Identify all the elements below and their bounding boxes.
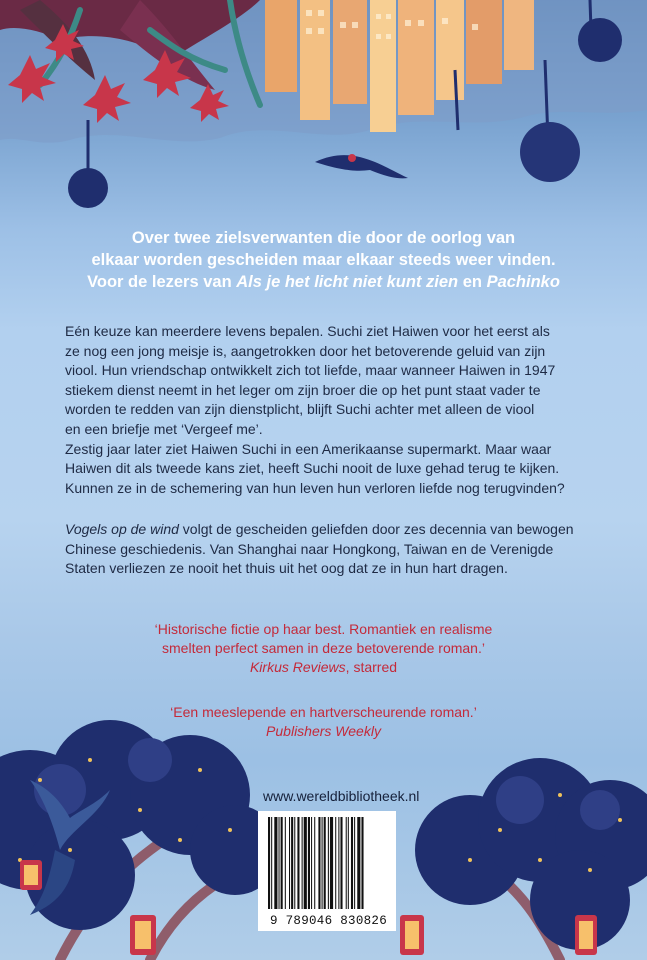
barcode-bar	[322, 817, 323, 909]
barcode-bar	[354, 817, 355, 909]
barcode-bar	[338, 817, 339, 909]
barcode-bar	[297, 817, 299, 909]
barcode-bar	[294, 817, 295, 909]
barcode-bar	[324, 817, 326, 909]
tagline-line-3: Voor de lezers van Als je het licht niet kunt zien en Pachinko	[87, 273, 560, 291]
isbn-number: 9 789046 830826	[270, 914, 388, 928]
barcode-bar	[335, 817, 336, 909]
barcode-bar	[318, 817, 320, 909]
barcode-bar	[314, 817, 315, 909]
blurb-line: Chinese geschiedenis. Van Shanghai naar Hongkong, Taiwan en de Verenigde	[65, 540, 554, 557]
barcode-bar	[351, 817, 353, 909]
barcode-bar	[281, 817, 283, 909]
blurb-line: ze nog een jong meisje is, aangetrokken door het betoverende geluid van zijn	[65, 342, 546, 359]
blurb-line: viool. Hun vriendschap ontwikkelt zich tot liefde, maar wanneer Haiwen in 1947	[65, 362, 556, 379]
top-illustration	[0, 0, 647, 240]
review-source: Publishers Weekly	[266, 723, 381, 739]
barcode-bar	[346, 817, 347, 909]
barcode-bar	[285, 817, 286, 909]
blurb-line: Staten verliezen ze nooit het thuis uit het oog dat ze in hun hart dragen.	[65, 560, 508, 577]
barcode-bar	[328, 817, 329, 909]
blurb-line: Vogels op de wind volgt de gescheiden geliefden door zes decennia van bewogen	[65, 521, 574, 537]
flying-bird-icon	[315, 154, 408, 178]
barcode-bar	[291, 817, 293, 909]
barcode-bar	[348, 817, 349, 909]
blurb-line: stiekem dienst neemt in het leger om zijn broer die op het punt staat vader te	[65, 381, 541, 398]
barcode-bar	[311, 817, 312, 909]
blurb-line: en een briefje met ‘Vergeef me’.	[65, 420, 263, 437]
review-quote-1: ‘Historische fictie op haar best. Romantiek en realisme smelten perfect samen in deze betoverende roman.’ Kirkus Reviews, starred	[0, 620, 647, 677]
publisher-website: www.wereldbibliotheek.nl	[263, 788, 420, 804]
review-source: Kirkus Reviews, starred	[249, 659, 398, 675]
blurb-line: worden te redden van zijn dienstplicht, blijft Suchi achter met alleen de viool	[65, 401, 535, 418]
review-quote-2: ‘Een meeslepende en hartverscheurende roman.’ Publishers Weekly	[0, 703, 647, 741]
blurb-line: Haiwen dit als tweede kans ziet, heeft Suchi nooit de luxe gehad terug te kijken.	[65, 460, 560, 477]
tagline-line-2: elkaar worden gescheiden maar elkaar steeds weer vinden.	[91, 251, 556, 269]
barcode-bar	[304, 817, 307, 909]
barcode-bar	[330, 817, 333, 909]
barcode-bar	[340, 817, 342, 909]
blurb-paragraph-1	[65, 322, 585, 498]
blurb-line: Kunnen ze in de schemering van hun leven hun verloren liefde nog terugvinden?	[65, 479, 565, 496]
barcode-bar	[274, 817, 277, 909]
book-title: Vogels op de wind	[65, 521, 179, 537]
tagline-line-1: Over twee zielsverwanten die door de oorlog van	[131, 229, 516, 247]
barcode-bar	[271, 817, 272, 909]
barcode-bar	[361, 817, 363, 909]
barcode-bar	[357, 817, 360, 909]
barcode-bars	[258, 811, 396, 913]
barcode-bar	[308, 817, 310, 909]
tagline-book-title-2: Pachinko	[486, 273, 560, 291]
barcode-bar	[268, 817, 270, 909]
barcode	[258, 811, 396, 931]
tagline-book-title-1: Als je het licht niet kunt zien	[236, 273, 459, 291]
blurb-paragraph-2	[65, 520, 585, 579]
blurb-line: Eén keuze kan meerdere levens bepalen. Suchi ziet Haiwen voor het eerst als	[65, 323, 550, 339]
barcode-bar	[302, 817, 303, 909]
blurb-line: Zestig jaar later ziet Haiwen Suchi in een Amerikaanse supermarkt. Maar waar	[65, 440, 552, 457]
barcode-bar	[289, 817, 290, 909]
barcode-bar	[279, 817, 280, 909]
